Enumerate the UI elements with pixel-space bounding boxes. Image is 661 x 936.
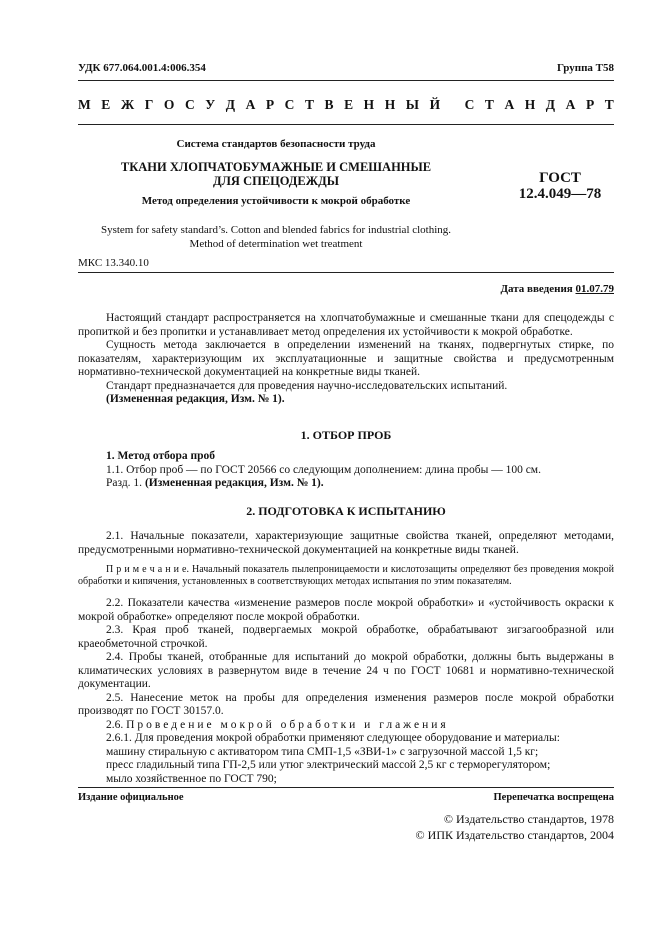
paragraph-2-3: 2.3. Края проб тканей, подвергаемых мокрой обработке, обрабатывают зигзагообразной или краеобметочной строчкой. — [78, 624, 614, 650]
paragraph-2-6 — [78, 719, 614, 733]
paragraph-2-6-number: 2.6. — [106, 718, 124, 731]
paragraph-2-6-1: 2.6.1. Для проведения мокрой обработки применяют следующее оборудование и материалы: — [106, 732, 560, 744]
banner-letter: Ы — [405, 97, 420, 112]
gost-label: ГОСТ — [539, 170, 581, 186]
banner-letter: Д — [545, 97, 556, 112]
amendment-note: (Измененная редакция, Изм. № 1). — [144, 477, 324, 489]
mks-code: МКС 13.340.10 — [78, 257, 149, 269]
banner-letter: В — [324, 97, 334, 112]
banner-letter: О — [163, 97, 175, 112]
paragraph-2-2: 2.2. Показатели качества «изменение размеров после мокрой обработки» и «устойчивость окраски к мокрой обработке» определяют после мокрой обработки. — [78, 597, 614, 623]
section-1-subheading: 1. Метод отбора проб — [106, 450, 216, 462]
interstate-standard-banner — [78, 97, 614, 113]
banner-letter: А — [245, 97, 256, 112]
banner-letter: Р — [265, 97, 275, 112]
note-label: П р и м е ч а н и е. — [106, 564, 189, 575]
section-ref: Разд. 1. — [106, 477, 143, 489]
banner-letter — [451, 97, 454, 113]
copyright-1978: © Издательство стандартов, 1978 — [443, 812, 614, 826]
banner-letter: Н — [363, 97, 375, 112]
reprint-prohibited: Перепечатка воспрещена — [493, 792, 614, 803]
banner-letter: Т — [484, 97, 494, 112]
equipment-item-1: машину стиральную с активатором типа СМП-1,5 «ЗВИ-1» с загрузочной массой 1,5 кг; — [106, 745, 539, 758]
section-1-paragraph-1: 1.1. Отбор проб — по ГОСТ 20566 со следующим дополнением: длина пробы — 100 см. — [106, 463, 541, 476]
section-1-heading: 1. ОТБОР ПРОБ — [300, 428, 392, 442]
english-title — [78, 223, 474, 251]
date-label: Дата введения — [500, 283, 573, 295]
section-1-amendment — [78, 477, 614, 491]
date-value: 01.07.79 — [575, 283, 614, 295]
equipment-item-3: мыло хозяйственное по ГОСТ 790; — [106, 772, 277, 785]
title-line-2: ДЛЯ СПЕЦОДЕЖДЫ — [213, 174, 339, 188]
header-rule-top — [78, 80, 614, 81]
banner-letter: Д — [225, 97, 236, 112]
intro-section — [78, 312, 614, 407]
gost-number: 12.4.049—78 — [518, 186, 602, 202]
footer-rule — [78, 787, 614, 788]
udc-code: УДК 677.064.001.4:006.354 — [78, 62, 206, 74]
banner-letter: Т — [604, 97, 614, 112]
official-edition: Издание официальное — [78, 792, 184, 803]
banner-letter: Г — [144, 97, 154, 112]
intro-paragraph-1: Настоящий стандарт распространяется на хлопчатобумажные и смешанные ткани для спецодежды с пропиткой и без пропитки и устанавливает метод определения их устойчивости к мокрой обработке. — [78, 312, 614, 338]
intro-amendment: (Измененная редакция, Изм. № 1). — [106, 393, 285, 405]
paragraph-2-5: 2.5. Нанесение меток на пробы для определения изменения размеров после мокрой обработки производят по ГОСТ 30157.0. — [78, 691, 614, 717]
title-line-1: ТКАНИ ХЛОПЧАТОБУМАЖНЫЕ И СМЕШАННЫЕ — [120, 160, 432, 174]
section-2-body — [78, 530, 614, 786]
copyright-2004: © ИПК Издательство стандартов, 2004 — [415, 828, 614, 842]
english-line-1: System for safety standard’s. Cotton and blended fabrics for industrial clothing. — [100, 224, 452, 236]
section-1-body — [78, 450, 614, 491]
section-2-heading: 2. ПОДГОТОВКА К ИСПЫТАНИЮ — [246, 504, 446, 518]
banner-letter: Н — [384, 97, 396, 112]
banner-letter: М — [78, 97, 91, 112]
banner-letter: У — [205, 97, 216, 112]
intro-paragraph-2: Сущность метода заключается в определении изменений на тканях, подвергнутых стирке, по показателям, характеризующим их эксплуатационные и защитные свойства и предусмотренным нормативно-технической документацией на конкретные виды тканей. — [78, 339, 614, 378]
english-line-2: Method of determination wet treatment — [189, 238, 363, 250]
document-title — [78, 160, 474, 188]
paragraph-2-1: 2.1. Начальные показатели, характеризующие защитные свойства тканей, определяют методами, предусмотренными нормативно-технической документацией на конкретные виды тканей. — [78, 530, 614, 556]
title-rule — [78, 272, 614, 273]
banner-letter: Й — [429, 97, 441, 112]
intro-paragraph-3: Стандарт предназначается для проведения научно-исследовательских испытаний. — [106, 379, 508, 392]
method-title: Метод определения устойчивости к мокрой обработке — [141, 195, 411, 207]
paragraph-2-4: 2.4. Пробы тканей, отобранные для испытаний до мокрой обработки, должны быть выдержаны в климатических условиях в развернутом виде в течение 24 ч по ГОСТ 10681 и нормативно-технической документации. — [78, 651, 614, 690]
banner-letter: С — [184, 97, 195, 112]
banner-letter: С — [464, 97, 475, 112]
banner-letter: Р — [585, 97, 595, 112]
equipment-item-2: пресс гладильный типа ГП-2,5 или утюг электрический массой 2,5 кг с терморегулятором; — [106, 759, 551, 771]
paragraph-2-6-title: Проведение мокрой обработки и глажения — [126, 718, 449, 731]
banner-letter: С — [284, 97, 295, 112]
standards-system: Система стандартов безопасности труда — [176, 138, 376, 150]
banner-letter: Н — [524, 97, 536, 112]
group-code: Группа Т58 — [556, 62, 614, 74]
banner-letter: Ж — [120, 97, 135, 112]
header-rule-bottom — [78, 124, 614, 125]
note-text: Начальный показатель пылепроницаемости и кислотозащиты определяют без проведения мокрой обработки и кипячения, установленных в соответствующих методах испытания по этим показателям. — [78, 564, 615, 587]
banner-letter: Е — [101, 97, 111, 112]
banner-letter: А — [565, 97, 576, 112]
gost-designation — [500, 170, 620, 202]
introduction-date — [500, 283, 614, 295]
banner-letter: А — [504, 97, 515, 112]
banner-letter: Т — [304, 97, 314, 112]
banner-letter: Е — [344, 97, 354, 112]
note — [78, 564, 614, 588]
